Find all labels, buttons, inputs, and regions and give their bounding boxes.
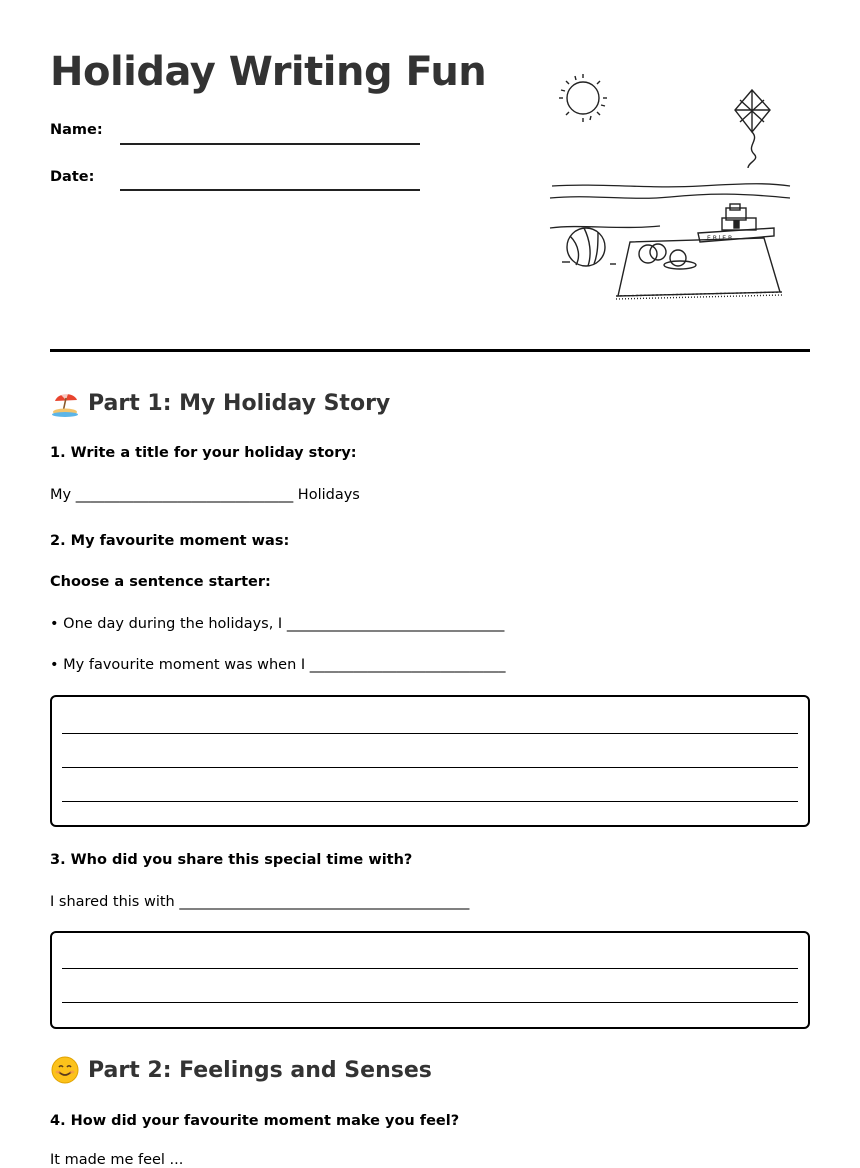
- date-field[interactable]: [120, 189, 420, 191]
- question-4: 4. How did your favourite moment make you feel?: [50, 1113, 460, 1129]
- writing-line: [62, 767, 798, 768]
- shared-with-writing-box[interactable]: [50, 931, 810, 1029]
- question-1: 1. Write a title for your holiday story:: [50, 445, 357, 461]
- favourite-moment-writing-box[interactable]: [50, 695, 810, 827]
- shared-with-line[interactable]: I shared this with ________________________________________: [50, 894, 470, 910]
- name-field[interactable]: [120, 143, 420, 145]
- smiling-face-icon: [50, 1055, 80, 1085]
- beach-ball-icon: [562, 228, 616, 266]
- svg-text:E B l E B: E B l E B: [707, 235, 733, 242]
- part2-title: Part 2: Feelings and Senses: [88, 1057, 432, 1083]
- writing-line: [62, 968, 798, 969]
- writing-line: [62, 801, 798, 802]
- writing-line: [62, 1002, 798, 1003]
- date-label: Date:: [50, 169, 95, 185]
- sandcastle-icon: [698, 204, 774, 242]
- header-divider: [50, 349, 810, 352]
- sentence-starter-label: Choose a sentence starter:: [50, 574, 271, 590]
- sentence-starter-1[interactable]: • One day during the holidays, I ______________________________: [50, 616, 505, 632]
- sun-icon: [559, 74, 607, 122]
- beach-illustration: [540, 70, 810, 305]
- writing-line: [62, 733, 798, 734]
- beach-towel-icon: [616, 238, 782, 299]
- part1-heading: [50, 388, 390, 418]
- beach-umbrella-icon: [50, 388, 80, 418]
- feelings-line[interactable]: It made me feel ...: [50, 1152, 184, 1168]
- page-title: Holiday Writing Fun: [50, 49, 487, 95]
- part2-heading: [50, 1055, 432, 1085]
- story-title-line[interactable]: My ______________________________ Holidays: [50, 487, 360, 503]
- part1-title: Part 1: My Holiday Story: [88, 390, 391, 416]
- name-label: Name:: [50, 122, 103, 138]
- question-3: 3. Who did you share this special time with?: [50, 852, 413, 868]
- sentence-starter-2[interactable]: • My favourite moment was when I ___________________________: [50, 657, 506, 673]
- sea-waves: [550, 184, 790, 228]
- kite-icon: [735, 90, 770, 168]
- question-2: 2. My favourite moment was:: [50, 533, 290, 549]
